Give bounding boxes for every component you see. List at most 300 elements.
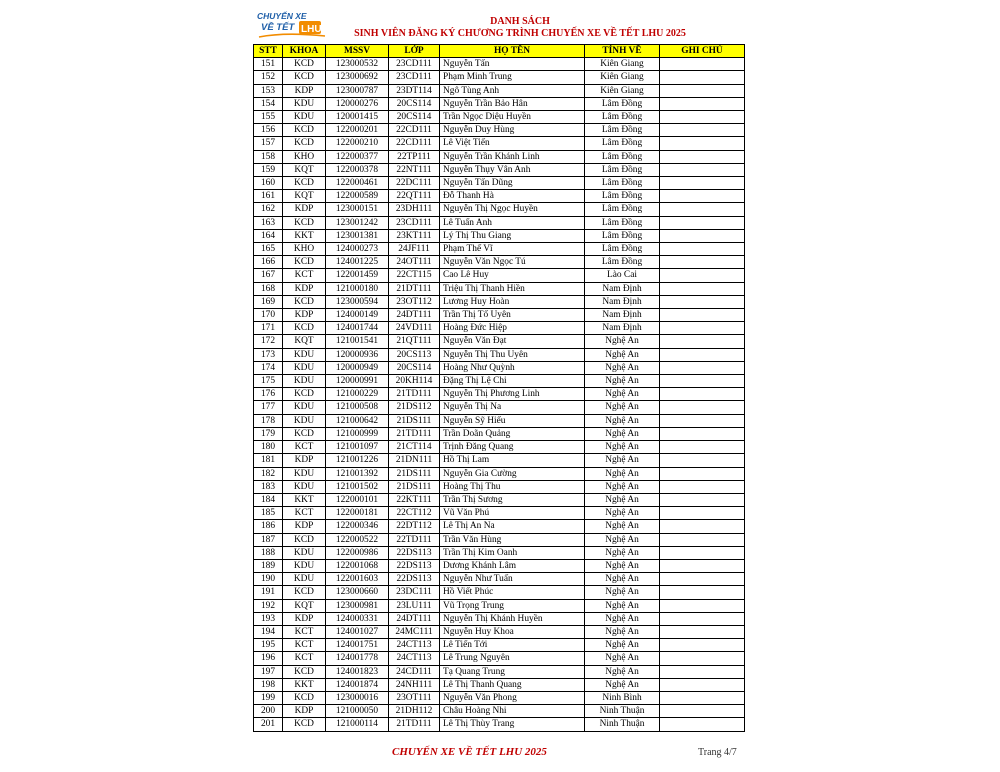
cell-mssv: 122000377 (326, 150, 389, 163)
cell-ghi-chu (660, 493, 745, 506)
cell-stt: 188 (254, 546, 283, 559)
cell-ghi-chu (660, 573, 745, 586)
cell-tinh-ve: Nghệ An (585, 401, 660, 414)
cell-ho-ten: Lê Thị Thanh Quang (440, 678, 585, 691)
cell-ghi-chu (660, 256, 745, 269)
cell-khoa: KKT (283, 229, 326, 242)
cell-ho-ten: Nguyễn Sỹ Hiếu (440, 414, 585, 427)
cell-stt: 155 (254, 111, 283, 124)
cell-mssv: 124001751 (326, 639, 389, 652)
cell-lop: 21DH112 (389, 705, 440, 718)
cell-tinh-ve: Nam Định (585, 282, 660, 295)
cell-ghi-chu (660, 243, 745, 256)
cell-ghi-chu (660, 414, 745, 427)
cell-lop: 24CD111 (389, 665, 440, 678)
table-row (254, 718, 745, 731)
cell-lop: 22DS113 (389, 559, 440, 572)
cell-ho-ten: Nguyễn Thị Khánh Huyền (440, 612, 585, 625)
cell-khoa: KCT (283, 639, 326, 652)
cell-ghi-chu (660, 427, 745, 440)
cell-stt: 163 (254, 216, 283, 229)
footer-title: CHUYẾN XE VỀ TẾT LHU 2025 (392, 746, 547, 758)
cell-mssv: 124001778 (326, 652, 389, 665)
cell-ghi-chu (660, 124, 745, 137)
cell-ho-ten: Trịnh Đăng Quang (440, 441, 585, 454)
cell-khoa: KCT (283, 625, 326, 638)
cell-khoa: KDU (283, 467, 326, 480)
cell-mssv: 122000589 (326, 190, 389, 203)
cell-lop: 20KH114 (389, 375, 440, 388)
cell-lop: 24VD111 (389, 322, 440, 335)
cell-khoa: KCD (283, 533, 326, 546)
cell-mssv: 124000273 (326, 243, 389, 256)
cell-tinh-ve: Nghệ An (585, 546, 660, 559)
cell-ghi-chu (660, 335, 745, 348)
cell-ghi-chu (660, 718, 745, 731)
cell-mssv: 121001502 (326, 480, 389, 493)
cell-ho-ten: Lê Trung Nguyên (440, 652, 585, 665)
cell-tinh-ve: Nghệ An (585, 586, 660, 599)
cell-tinh-ve: Ninh Bình (585, 691, 660, 704)
cell-lop: 22TD111 (389, 533, 440, 546)
cell-tinh-ve: Lâm Đồng (585, 97, 660, 110)
cell-lop: 21CT114 (389, 441, 440, 454)
cell-stt: 161 (254, 190, 283, 203)
cell-ghi-chu (660, 137, 745, 150)
cell-tinh-ve: Nghệ An (585, 493, 660, 506)
cell-stt: 187 (254, 533, 283, 546)
cell-ghi-chu (660, 599, 745, 612)
table-row (254, 58, 745, 71)
cell-lop: 20CS114 (389, 97, 440, 110)
cell-mssv: 122000201 (326, 124, 389, 137)
cell-ho-ten: Lê Thị An Na (440, 520, 585, 533)
cell-ghi-chu (660, 586, 745, 599)
cell-ghi-chu (660, 282, 745, 295)
cell-lop: 22DC111 (389, 177, 440, 190)
cell-lop: 22NT111 (389, 163, 440, 176)
cell-lop: 22CT115 (389, 269, 440, 282)
cell-khoa: KCD (283, 665, 326, 678)
cell-stt: 162 (254, 203, 283, 216)
cell-ghi-chu (660, 507, 745, 520)
cell-stt: 201 (254, 718, 283, 731)
cell-mssv: 124000331 (326, 612, 389, 625)
cell-ho-ten: Nguyễn Thị Na (440, 401, 585, 414)
cell-lop: 21TD111 (389, 388, 440, 401)
cell-tinh-ve: Nghệ An (585, 335, 660, 348)
cell-khoa: KCD (283, 691, 326, 704)
cell-ho-ten: Vũ Trọng Trung (440, 599, 585, 612)
cell-khoa: KDU (283, 375, 326, 388)
table-row (254, 203, 745, 216)
cell-ghi-chu (660, 441, 745, 454)
cell-khoa: KDU (283, 573, 326, 586)
cell-khoa: KQT (283, 335, 326, 348)
cell-mssv: 123000532 (326, 58, 389, 71)
cell-stt: 181 (254, 454, 283, 467)
cell-ghi-chu (660, 559, 745, 572)
cell-tinh-ve: Kiên Giang (585, 58, 660, 71)
cell-mssv: 123000660 (326, 586, 389, 599)
cell-stt: 195 (254, 639, 283, 652)
cell-khoa: KDP (283, 84, 326, 97)
column-header-khoa: KHOA (283, 45, 326, 58)
table-row (254, 295, 745, 308)
table-row (254, 335, 745, 348)
table-row (254, 84, 745, 97)
cell-mssv: 124001744 (326, 322, 389, 335)
cell-ghi-chu (660, 203, 745, 216)
cell-stt: 158 (254, 150, 283, 163)
column-header-ghi-chu: GHI CHÚ (660, 45, 745, 58)
cell-ho-ten: Nguyễn Như Tuấn (440, 573, 585, 586)
cell-tinh-ve: Nghệ An (585, 441, 660, 454)
column-header-lop: LỚP (389, 45, 440, 58)
cell-lop: 21DS112 (389, 401, 440, 414)
cell-khoa: KCT (283, 269, 326, 282)
table-row (254, 388, 745, 401)
cell-ho-ten: Hoàng Thị Thu (440, 480, 585, 493)
cell-mssv: 121000508 (326, 401, 389, 414)
cell-tinh-ve: Lâm Đồng (585, 124, 660, 137)
cell-ho-ten: Vũ Văn Phú (440, 507, 585, 520)
table-row (254, 375, 745, 388)
table-row (254, 137, 745, 150)
cell-khoa: KQT (283, 163, 326, 176)
cell-lop: 22CT112 (389, 507, 440, 520)
cell-khoa: KCD (283, 388, 326, 401)
cell-lop: 23DC111 (389, 586, 440, 599)
cell-mssv: 120000949 (326, 361, 389, 374)
cell-mssv: 122000346 (326, 520, 389, 533)
cell-mssv: 121001097 (326, 441, 389, 454)
cell-khoa: KCT (283, 507, 326, 520)
cell-lop: 20CS113 (389, 348, 440, 361)
cell-mssv: 121000050 (326, 705, 389, 718)
cell-ho-ten: Trần Thị Kim Oanh (440, 546, 585, 559)
cell-tinh-ve: Nghệ An (585, 361, 660, 374)
cell-lop: 24JF111 (389, 243, 440, 256)
cell-ghi-chu (660, 639, 745, 652)
cell-mssv: 123000151 (326, 203, 389, 216)
cell-ghi-chu (660, 480, 745, 493)
cell-tinh-ve: Nghệ An (585, 480, 660, 493)
table-row (254, 269, 745, 282)
cell-ho-ten: Hoàng Như Quỳnh (440, 361, 585, 374)
cell-khoa: KDP (283, 612, 326, 625)
cell-stt: 185 (254, 507, 283, 520)
cell-mssv: 122000210 (326, 137, 389, 150)
document-subtitle: SINH VIÊN ĐĂNG KÝ CHƯƠNG TRÌNH CHUYẾN XE VỀ TẾT LHU 2025 (354, 28, 686, 39)
cell-ghi-chu (660, 163, 745, 176)
cell-lop: 22KT111 (389, 493, 440, 506)
cell-ghi-chu (660, 71, 745, 84)
cell-stt: 190 (254, 573, 283, 586)
table-row (254, 573, 745, 586)
cell-khoa: KCD (283, 58, 326, 71)
cell-mssv: 123000787 (326, 84, 389, 97)
cell-stt: 184 (254, 493, 283, 506)
cell-mssv: 122000181 (326, 507, 389, 520)
cell-stt: 170 (254, 309, 283, 322)
table-row (254, 177, 745, 190)
cell-khoa: KCD (283, 427, 326, 440)
cell-lop: 23DT114 (389, 84, 440, 97)
cell-lop: 20CS114 (389, 361, 440, 374)
table-row (254, 625, 745, 638)
cell-ho-ten: Trần Thị Sương (440, 493, 585, 506)
cell-tinh-ve: Lâm Đồng (585, 163, 660, 176)
cell-tinh-ve: Nghệ An (585, 388, 660, 401)
document-title: DANH SÁCH (490, 16, 550, 27)
cell-tinh-ve: Kiên Giang (585, 84, 660, 97)
cell-ho-ten: Trần Doãn Quảng (440, 427, 585, 440)
cell-ghi-chu (660, 84, 745, 97)
cell-stt: 183 (254, 480, 283, 493)
cell-ghi-chu (660, 652, 745, 665)
cell-ghi-chu (660, 401, 745, 414)
cell-ho-ten: Dương Khánh Lâm (440, 559, 585, 572)
cell-ho-ten: Triệu Thị Thanh Hiền (440, 282, 585, 295)
cell-ghi-chu (660, 375, 745, 388)
cell-khoa: KCD (283, 718, 326, 731)
cell-tinh-ve: Ninh Thuận (585, 718, 660, 731)
table-row (254, 414, 745, 427)
cell-tinh-ve: Nghệ An (585, 414, 660, 427)
cell-mssv: 122000461 (326, 177, 389, 190)
cell-tinh-ve: Nam Định (585, 322, 660, 335)
cell-stt: 167 (254, 269, 283, 282)
cell-lop: 24NH111 (389, 678, 440, 691)
cell-stt: 165 (254, 243, 283, 256)
cell-mssv: 121000114 (326, 718, 389, 731)
cell-tinh-ve: Lào Cai (585, 269, 660, 282)
cell-ho-ten: Ngô Tùng Anh (440, 84, 585, 97)
cell-ho-ten: Nguyễn Tấn (440, 58, 585, 71)
cell-ghi-chu (660, 309, 745, 322)
logo-line2: VỀ TẾT (261, 22, 295, 33)
cell-lop: 22DS113 (389, 546, 440, 559)
table-row (254, 243, 745, 256)
table-row (254, 190, 745, 203)
cell-stt: 173 (254, 348, 283, 361)
table-row (254, 467, 745, 480)
cell-tinh-ve: Lâm Đồng (585, 190, 660, 203)
cell-mssv: 122000378 (326, 163, 389, 176)
cell-ho-ten: Lê Tuấn Anh (440, 216, 585, 229)
cell-khoa: KCD (283, 71, 326, 84)
cell-ho-ten: Đỗ Thanh Hà (440, 190, 585, 203)
table-row (254, 533, 745, 546)
cell-khoa: KQT (283, 599, 326, 612)
cell-ghi-chu (660, 322, 745, 335)
cell-ho-ten: Lý Thị Thu Giang (440, 229, 585, 242)
cell-ghi-chu (660, 58, 745, 71)
cell-lop: 21QT111 (389, 335, 440, 348)
cell-lop: 24DT111 (389, 612, 440, 625)
table-row (254, 216, 745, 229)
cell-lop: 22TP111 (389, 150, 440, 163)
table-row (254, 520, 745, 533)
table-row (254, 559, 745, 572)
cell-stt: 164 (254, 229, 283, 242)
cell-mssv: 120000276 (326, 97, 389, 110)
table-row (254, 705, 745, 718)
cell-stt: 180 (254, 441, 283, 454)
cell-mssv: 120001415 (326, 111, 389, 124)
cell-mssv: 121001392 (326, 467, 389, 480)
table-row (254, 678, 745, 691)
cell-ho-ten: Nguyễn Gia Cường (440, 467, 585, 480)
cell-ghi-chu (660, 546, 745, 559)
cell-lop: 21DS111 (389, 467, 440, 480)
table-row (254, 348, 745, 361)
cell-tinh-ve: Nghệ An (585, 652, 660, 665)
cell-khoa: KDU (283, 546, 326, 559)
cell-stt: 186 (254, 520, 283, 533)
cell-lop: 21DN111 (389, 454, 440, 467)
cell-mssv: 123000692 (326, 71, 389, 84)
cell-stt: 154 (254, 97, 283, 110)
cell-tinh-ve: Kiên Giang (585, 71, 660, 84)
cell-stt: 151 (254, 58, 283, 71)
cell-mssv: 124001874 (326, 678, 389, 691)
cell-ho-ten: Lê Thị Thùy Trang (440, 718, 585, 731)
cell-tinh-ve: Lâm Đồng (585, 256, 660, 269)
cell-ho-ten: Lê Tiến Tới (440, 639, 585, 652)
column-header-ho-ten: HỌ TÊN (440, 45, 585, 58)
cell-ghi-chu (660, 229, 745, 242)
cell-lop: 23OT112 (389, 295, 440, 308)
cell-lop: 21TD111 (389, 718, 440, 731)
cell-stt: 194 (254, 625, 283, 638)
cell-khoa: KCD (283, 295, 326, 308)
table-body (254, 58, 745, 731)
table-row (254, 507, 745, 520)
cell-mssv: 123000016 (326, 691, 389, 704)
cell-tinh-ve: Nghệ An (585, 533, 660, 546)
cell-khoa: KCD (283, 256, 326, 269)
cell-ghi-chu (660, 388, 745, 401)
cell-lop: 22QT111 (389, 190, 440, 203)
cell-khoa: KHO (283, 243, 326, 256)
cell-ghi-chu (660, 625, 745, 638)
cell-lop: 22CD111 (389, 124, 440, 137)
table-row (254, 309, 745, 322)
cell-tinh-ve: Lâm Đồng (585, 111, 660, 124)
cell-ghi-chu (660, 150, 745, 163)
cell-mssv: 123000594 (326, 295, 389, 308)
cell-khoa: KCD (283, 177, 326, 190)
cell-mssv: 124001027 (326, 625, 389, 638)
cell-ho-ten: Nguyễn Thị Ngọc Huyền (440, 203, 585, 216)
cell-khoa: KDP (283, 454, 326, 467)
table-row (254, 691, 745, 704)
cell-ghi-chu (660, 269, 745, 282)
cell-ho-ten: Cao Lê Huy (440, 269, 585, 282)
cell-ho-ten: Lê Việt Tiến (440, 137, 585, 150)
cell-lop: 23CD111 (389, 216, 440, 229)
cell-stt: 197 (254, 665, 283, 678)
cell-khoa: KDU (283, 414, 326, 427)
cell-mssv: 123001381 (326, 229, 389, 242)
cell-tinh-ve: Nghệ An (585, 427, 660, 440)
cell-ho-ten: Nguyễn Thụy Vân Anh (440, 163, 585, 176)
cell-lop: 22DT112 (389, 520, 440, 533)
cell-khoa: KDU (283, 480, 326, 493)
cell-ho-ten: Nguyễn Văn Đạt (440, 335, 585, 348)
cell-stt: 172 (254, 335, 283, 348)
cell-ghi-chu (660, 678, 745, 691)
cell-tinh-ve: Nghệ An (585, 454, 660, 467)
table-row (254, 599, 745, 612)
cell-mssv: 124001225 (326, 256, 389, 269)
cell-mssv: 121001541 (326, 335, 389, 348)
cell-lop: 21TD111 (389, 427, 440, 440)
cell-tinh-ve: Nghệ An (585, 559, 660, 572)
cell-ghi-chu (660, 177, 745, 190)
cell-khoa: KCD (283, 137, 326, 150)
cell-stt: 182 (254, 467, 283, 480)
cell-mssv: 121000999 (326, 427, 389, 440)
cell-tinh-ve: Lâm Đồng (585, 203, 660, 216)
cell-tinh-ve: Nghệ An (585, 639, 660, 652)
cell-tinh-ve: Lâm Đồng (585, 243, 660, 256)
page-number: Trang 4/7 (698, 747, 737, 758)
cell-lop: 23CD111 (389, 58, 440, 71)
cell-ho-ten: Châu Hoàng Nhi (440, 705, 585, 718)
cell-tinh-ve: Nghệ An (585, 612, 660, 625)
table-row (254, 441, 745, 454)
cell-ho-ten: Nguyễn Trần Bảo Hân (440, 97, 585, 110)
cell-khoa: KDU (283, 97, 326, 110)
cell-stt: 179 (254, 427, 283, 440)
cell-stt: 156 (254, 124, 283, 137)
cell-tinh-ve: Nghệ An (585, 348, 660, 361)
cell-ghi-chu (660, 520, 745, 533)
table-row (254, 124, 745, 137)
cell-stt: 176 (254, 388, 283, 401)
cell-khoa: KKT (283, 493, 326, 506)
cell-stt: 175 (254, 375, 283, 388)
cell-mssv: 121000180 (326, 282, 389, 295)
cell-lop: 24CT113 (389, 639, 440, 652)
column-header-mssv: MSSV (326, 45, 389, 58)
cell-khoa: KQT (283, 190, 326, 203)
cell-stt: 178 (254, 414, 283, 427)
cell-ghi-chu (660, 216, 745, 229)
cell-stt: 157 (254, 137, 283, 150)
table-row (254, 401, 745, 414)
cell-ghi-chu (660, 533, 745, 546)
cell-khoa: KDP (283, 520, 326, 533)
table-row (254, 71, 745, 84)
cell-stt: 193 (254, 612, 283, 625)
cell-tinh-ve: Lâm Đồng (585, 229, 660, 242)
cell-stt: 152 (254, 71, 283, 84)
cell-ho-ten: Nguyễn Tấn Dũng (440, 177, 585, 190)
cell-khoa: KDP (283, 705, 326, 718)
cell-stt: 200 (254, 705, 283, 718)
table-row (254, 454, 745, 467)
cell-ho-ten: Trần Thị Tố Uyên (440, 309, 585, 322)
logo-line1: CHUYẾN XE (257, 11, 307, 21)
cell-ho-ten: Hồ Viết Phúc (440, 586, 585, 599)
cell-ho-ten: Nguyễn Thị Phương Linh (440, 388, 585, 401)
cell-tinh-ve: Lâm Đồng (585, 137, 660, 150)
cell-ho-ten: Hoàng Đức Hiệp (440, 322, 585, 335)
